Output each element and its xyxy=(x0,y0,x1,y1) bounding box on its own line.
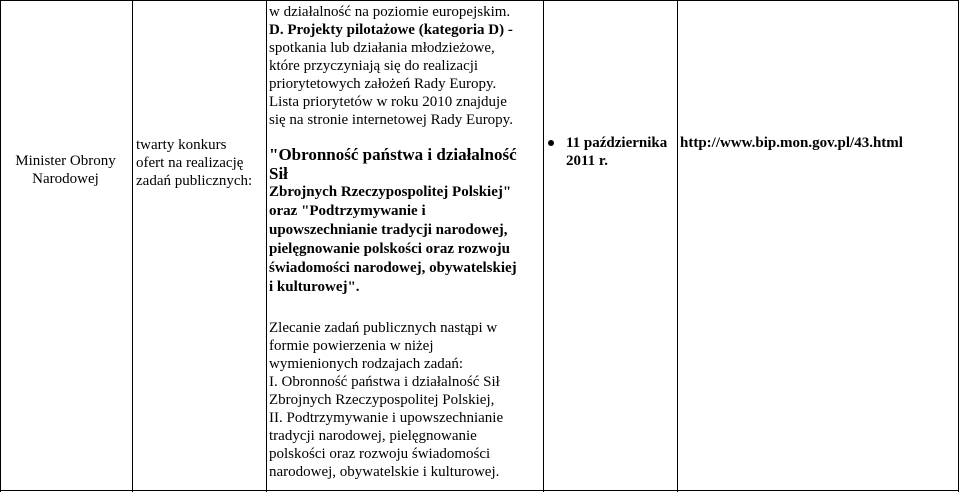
task-title-line: i kulturowej". xyxy=(269,279,360,295)
task-title-line: świadomości narodowej, obywatelskiej xyxy=(269,260,517,276)
commissioning-line: polskości oraz rozwoju świadomości xyxy=(269,446,491,462)
description-line: w działalność na poziomie europejskim. xyxy=(269,4,511,20)
category-d-label: D. Projekty pilotażowe (kategoria D) - xyxy=(269,22,513,38)
commissioning-line: Zbrojnych Rzeczypospolitej Polskiej, xyxy=(269,392,495,408)
table-border-top xyxy=(0,0,959,1)
deadline-line: 11 października xyxy=(566,135,668,151)
task-title-line: upowszechnianie tradycji narodowej, xyxy=(269,222,508,238)
deadline-item xyxy=(548,134,678,170)
ministry-line: Narodowej xyxy=(32,171,99,187)
competition-type-line: zadań publicznych: xyxy=(136,173,253,189)
description-line: się na stronie internetowej Rady Europy. xyxy=(269,112,513,128)
task-title-line: "Obronność państwa i działalność Sił xyxy=(269,145,517,183)
description-line: Lista priorytetów w roku 2010 znajduje xyxy=(269,94,507,110)
description-line: priorytetowych założeń Rady Europy. xyxy=(269,76,497,92)
competition-type-cell xyxy=(136,136,266,190)
link-cell xyxy=(680,134,960,152)
table-border-bottom xyxy=(0,490,959,491)
ministry-cell xyxy=(2,152,129,188)
commissioning-line: wymienionych rodzajach zadań: xyxy=(269,356,464,372)
commissioning-line: tradycji narodowej, pielęgnowanie xyxy=(269,428,477,444)
column-divider-2 xyxy=(266,0,267,492)
task-title xyxy=(269,145,539,297)
commissioning-line: II. Podtrzymywanie i upowszechnianie xyxy=(269,410,504,426)
bullet-icon xyxy=(548,140,554,146)
description-line: które przyczyniają się do realizacji xyxy=(269,58,479,74)
ministry-line: Minister Obrony xyxy=(15,153,116,169)
task-title-line: Zbrojnych Rzeczypospolitej Polskiej" xyxy=(269,184,512,200)
table-border-left xyxy=(0,0,1,492)
commissioning-paragraph xyxy=(269,319,539,481)
competition-type-line: ofert na realizację xyxy=(136,155,244,171)
column-divider-3 xyxy=(543,0,544,492)
commissioning-line: I. Obronność państwa i działalność Sił xyxy=(269,374,500,390)
deadline-line: 2011 r. xyxy=(566,153,608,169)
description-cell xyxy=(269,3,539,481)
bip-link[interactable]: http://www.bip.mon.gov.pl/43.html xyxy=(680,135,903,151)
description-line: spotkania lub działania młodzieżowe, xyxy=(269,40,495,56)
commissioning-line: narodowej, obywatelskie i kulturowej. xyxy=(269,464,500,480)
table-border-right xyxy=(958,0,959,492)
competition-type-line: twarty konkurs xyxy=(136,137,227,153)
task-title-line: pielęgnowanie polskości oraz rozwoju xyxy=(269,241,510,257)
deadline-cell xyxy=(548,134,678,170)
commissioning-line: formie powierzenia w niżej xyxy=(269,338,434,354)
commissioning-line: Zlecanie zadań publicznych nastąpi w xyxy=(269,320,498,336)
task-title-line: oraz "Podtrzymywanie i xyxy=(269,203,426,219)
column-divider-4 xyxy=(677,0,678,492)
column-divider-1 xyxy=(132,0,133,492)
